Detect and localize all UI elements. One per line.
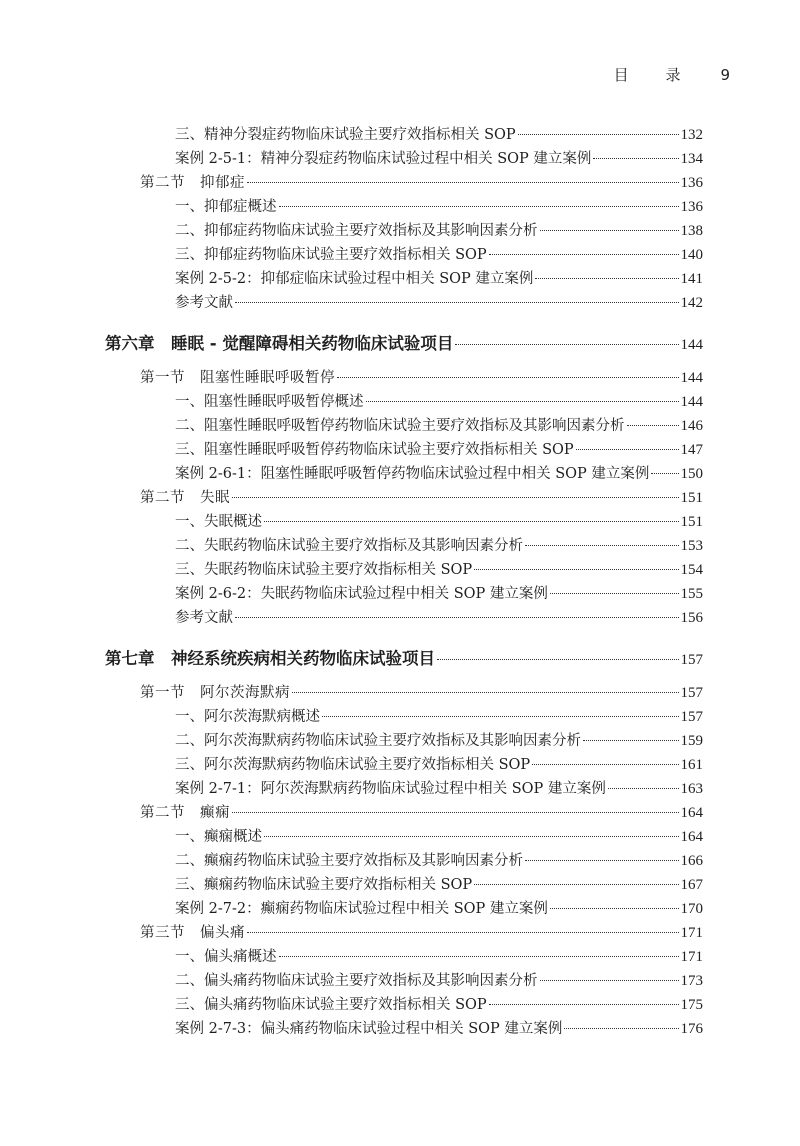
dot-leader: [593, 158, 678, 159]
toc-entry-page-number: 176: [680, 1021, 703, 1037]
toc-entry-page-number: 154: [680, 562, 703, 578]
dot-leader: [366, 401, 679, 402]
dot-leader: [564, 1028, 678, 1029]
toc-entry-section[interactable]: [140, 173, 703, 193]
toc-entry-title: 一、偏头痛概述: [175, 949, 277, 965]
toc-entry-chapter[interactable]: [105, 649, 703, 670]
toc-entry-title: 三、失眠药物临床试验主要疗效指标相关 SOP: [175, 562, 473, 578]
toc-entry-page-number: 155: [680, 586, 703, 602]
dot-leader: [583, 740, 679, 741]
toc-entry-item[interactable]: [175, 731, 703, 751]
toc-entry-title: 二、阿尔茨海默病药物临床试验主要疗效指标及其影响因素分析: [175, 733, 581, 749]
dot-leader: [627, 425, 679, 426]
toc-entry-page-number: 157: [680, 685, 703, 701]
toc-entry-page-number: 171: [680, 925, 703, 941]
running-head: [614, 64, 730, 85]
toc-entry-item[interactable]: [175, 995, 703, 1015]
dot-leader: [337, 377, 679, 378]
toc-entry-item[interactable]: [175, 197, 703, 217]
toc-entry-title: 二、癫痫药物临床试验主要疗效指标及其影响因素分析: [175, 853, 523, 869]
toc-entry-page-number: 144: [680, 370, 703, 386]
toc-entry-page-number: 150: [680, 466, 703, 482]
toc-entry-item[interactable]: [175, 779, 703, 799]
running-head-title: 目 录: [613, 66, 697, 84]
toc-entry-title: 案例 2-7-3：偏头痛药物临床试验过程中相关 SOP 建立案例: [175, 1021, 563, 1037]
toc-entry-title: 案例 2-7-1：阿尔茨海默病药物临床试验过程中相关 SOP 建立案例: [175, 781, 606, 797]
dot-leader: [264, 836, 679, 837]
toc-entry-page-number: 140: [680, 247, 703, 263]
toc-entry-item[interactable]: [175, 755, 703, 775]
toc-entry-title: 三、阿尔茨海默病药物临床试验主要疗效指标相关 SOP: [175, 757, 531, 773]
toc-entry-page-number: 153: [680, 538, 703, 554]
toc-entry-page-number: 163: [680, 781, 703, 797]
toc-entry-item[interactable]: [175, 899, 703, 919]
toc-entry-item[interactable]: [175, 608, 703, 628]
toc-entry-title: 二、偏头痛药物临床试验主要疗效指标及其影响因素分析: [175, 973, 538, 989]
toc-entry-item[interactable]: [175, 512, 703, 532]
toc-entry-page-number: 164: [680, 805, 703, 821]
toc-entry-item[interactable]: [175, 584, 703, 604]
toc-entry-title: 二、阻塞性睡眠呼吸暂停药物临床试验主要疗效指标及其影响因素分析: [175, 418, 625, 434]
dot-leader: [576, 449, 679, 450]
toc-entry-title: 案例 2-5-2：抑郁症临床试验过程中相关 SOP 建立案例: [175, 271, 534, 287]
toc-entry-title: 二、抑郁症药物临床试验主要疗效指标及其影响因素分析: [175, 223, 538, 239]
toc-entry-item[interactable]: [175, 416, 703, 436]
toc-entry-page-number: 157: [680, 652, 703, 668]
dot-leader: [235, 617, 679, 618]
dot-leader: [232, 497, 679, 498]
dot-leader: [232, 812, 679, 813]
toc-entry-title: 三、阻塞性睡眠呼吸暂停药物临床试验主要疗效指标相关 SOP: [175, 442, 574, 458]
toc-entry-page-number: 136: [680, 199, 703, 215]
toc-entry-item[interactable]: [175, 149, 703, 169]
toc-entry-section[interactable]: [140, 683, 703, 703]
toc-entry-section[interactable]: [140, 803, 703, 823]
toc-entry-title: 第一节 阿尔茨海默病: [140, 685, 290, 701]
toc-entry-item[interactable]: [175, 947, 703, 967]
toc-entry-item[interactable]: [175, 707, 703, 727]
toc-entry-title: 第二节 癫痫: [140, 805, 230, 821]
dot-leader: [474, 884, 678, 885]
toc-entry-title: 案例 2-7-2：癫痫药物临床试验过程中相关 SOP 建立案例: [175, 901, 548, 917]
dot-leader: [540, 980, 679, 981]
running-head-page-number: 9: [720, 66, 730, 84]
toc-entry-page-number: 147: [680, 442, 703, 458]
toc-entry-item[interactable]: [175, 971, 703, 991]
toc-entry-page-number: 161: [680, 757, 703, 773]
dot-leader: [264, 521, 679, 522]
dot-leader: [437, 659, 679, 660]
toc-entry-section[interactable]: [140, 488, 703, 508]
toc-entry-page-number: 170: [680, 901, 703, 917]
toc-entry-title: 参考文献: [175, 295, 233, 311]
dot-leader: [540, 230, 679, 231]
toc-entry-page-number: 132: [680, 127, 703, 143]
toc-entry-title: 参考文献: [175, 610, 233, 626]
dot-leader: [489, 254, 679, 255]
toc-entry-title: 案例 2-5-1：精神分裂症药物临床试验过程中相关 SOP 建立案例: [175, 151, 592, 167]
toc-entry-page-number: 144: [680, 394, 703, 410]
toc-entry-page-number: 167: [680, 877, 703, 893]
dot-leader: [550, 908, 679, 909]
toc-entry-page-number: 166: [680, 853, 703, 869]
toc-entry-title: 第七章 神经系统疾病相关药物临床试验项目: [105, 649, 435, 668]
toc-entry-title: 案例 2-6-1：阻塞性睡眠呼吸暂停药物临床试验过程中相关 SOP 建立案例: [175, 466, 650, 482]
dot-leader: [535, 278, 678, 279]
toc-entry-item[interactable]: [175, 560, 703, 580]
toc-entry-title: 一、抑郁症概述: [175, 199, 277, 215]
dot-leader: [608, 788, 679, 789]
dot-leader: [279, 956, 679, 957]
toc-entry-page-number: 171: [680, 949, 703, 965]
dot-leader: [525, 860, 679, 861]
dot-leader: [651, 473, 678, 474]
toc-entry-page-number: 136: [680, 175, 703, 191]
toc-entry-item[interactable]: [175, 221, 703, 241]
toc-entry-page-number: 164: [680, 829, 703, 845]
toc-entry-title: 三、精神分裂症药物临床试验主要疗效指标相关 SOP: [175, 127, 516, 143]
dot-leader: [247, 182, 679, 183]
toc-entry-title: 三、癫痫药物临床试验主要疗效指标相关 SOP: [175, 877, 473, 893]
toc-entry-page-number: 175: [680, 997, 703, 1013]
toc-entry-title: 一、失眠概述: [175, 514, 262, 530]
toc-entry-item[interactable]: [175, 293, 703, 313]
dot-leader: [550, 593, 679, 594]
toc-entry-item[interactable]: [175, 851, 703, 871]
toc-entry-page-number: 173: [680, 973, 703, 989]
toc-entry-item[interactable]: [175, 464, 703, 484]
toc-entry-item[interactable]: [175, 536, 703, 556]
toc-entry-page-number: 134: [680, 151, 703, 167]
dot-leader: [235, 302, 679, 303]
toc-entry-section[interactable]: [140, 923, 703, 943]
toc-entry-page-number: 138: [680, 223, 703, 239]
toc-entry-page-number: 159: [680, 733, 703, 749]
toc-entry-item[interactable]: [175, 392, 703, 412]
dot-leader: [489, 1004, 679, 1005]
dot-leader: [532, 764, 678, 765]
toc-entry-title: 第二节 失眠: [140, 490, 230, 506]
toc-entry-page-number: 157: [680, 709, 703, 725]
dot-leader: [518, 134, 679, 135]
toc-entry-item[interactable]: [175, 1019, 703, 1039]
toc-entry-page-number: 151: [680, 514, 703, 530]
toc-entry-page-number: 151: [680, 490, 703, 506]
toc-entry-chapter[interactable]: [105, 334, 703, 355]
dot-leader: [455, 344, 678, 345]
toc-entry-title: 三、抑郁症药物临床试验主要疗效指标相关 SOP: [175, 247, 487, 263]
toc-entry-item[interactable]: [175, 245, 703, 265]
toc-entry-title: 第三节 偏头痛: [140, 925, 245, 941]
toc-entry-item[interactable]: [175, 827, 703, 847]
toc-entry-title: 三、偏头痛药物临床试验主要疗效指标相关 SOP: [175, 997, 487, 1013]
toc-entry-page-number: 144: [680, 337, 703, 353]
toc-entry-item[interactable]: [175, 875, 703, 895]
toc-entry-title: 第一节 阻塞性睡眠呼吸暂停: [140, 370, 335, 386]
dot-leader: [474, 569, 678, 570]
toc-entry-section[interactable]: [140, 368, 703, 388]
toc-entry-page-number: 156: [680, 610, 703, 626]
dot-leader: [525, 545, 679, 546]
toc-entry-title: 一、阿尔茨海默病概述: [175, 709, 320, 725]
toc-entry-title: 一、癫痫概述: [175, 829, 262, 845]
toc-entry-page-number: 146: [680, 418, 703, 434]
toc-entry-title: 第六章 睡眠 - 觉醒障碍相关药物临床试验项目: [105, 334, 454, 353]
dot-leader: [279, 206, 679, 207]
dot-leader: [247, 932, 679, 933]
toc-entry-title: 一、阻塞性睡眠呼吸暂停概述: [175, 394, 364, 410]
toc-entry-page-number: 141: [680, 271, 703, 287]
dot-leader: [322, 716, 679, 717]
dot-leader: [292, 692, 679, 693]
toc-entry-item[interactable]: [175, 125, 703, 145]
toc-entry-title: 案例 2-6-2：失眠药物临床试验过程中相关 SOP 建立案例: [175, 586, 548, 602]
toc-entry-item[interactable]: [175, 269, 703, 289]
toc-entry-page-number: 142: [680, 295, 703, 311]
toc-entry-item[interactable]: [175, 440, 703, 460]
toc-entry-title: 第二节 抑郁症: [140, 175, 245, 191]
toc-entry-title: 二、失眠药物临床试验主要疗效指标及其影响因素分析: [175, 538, 523, 554]
